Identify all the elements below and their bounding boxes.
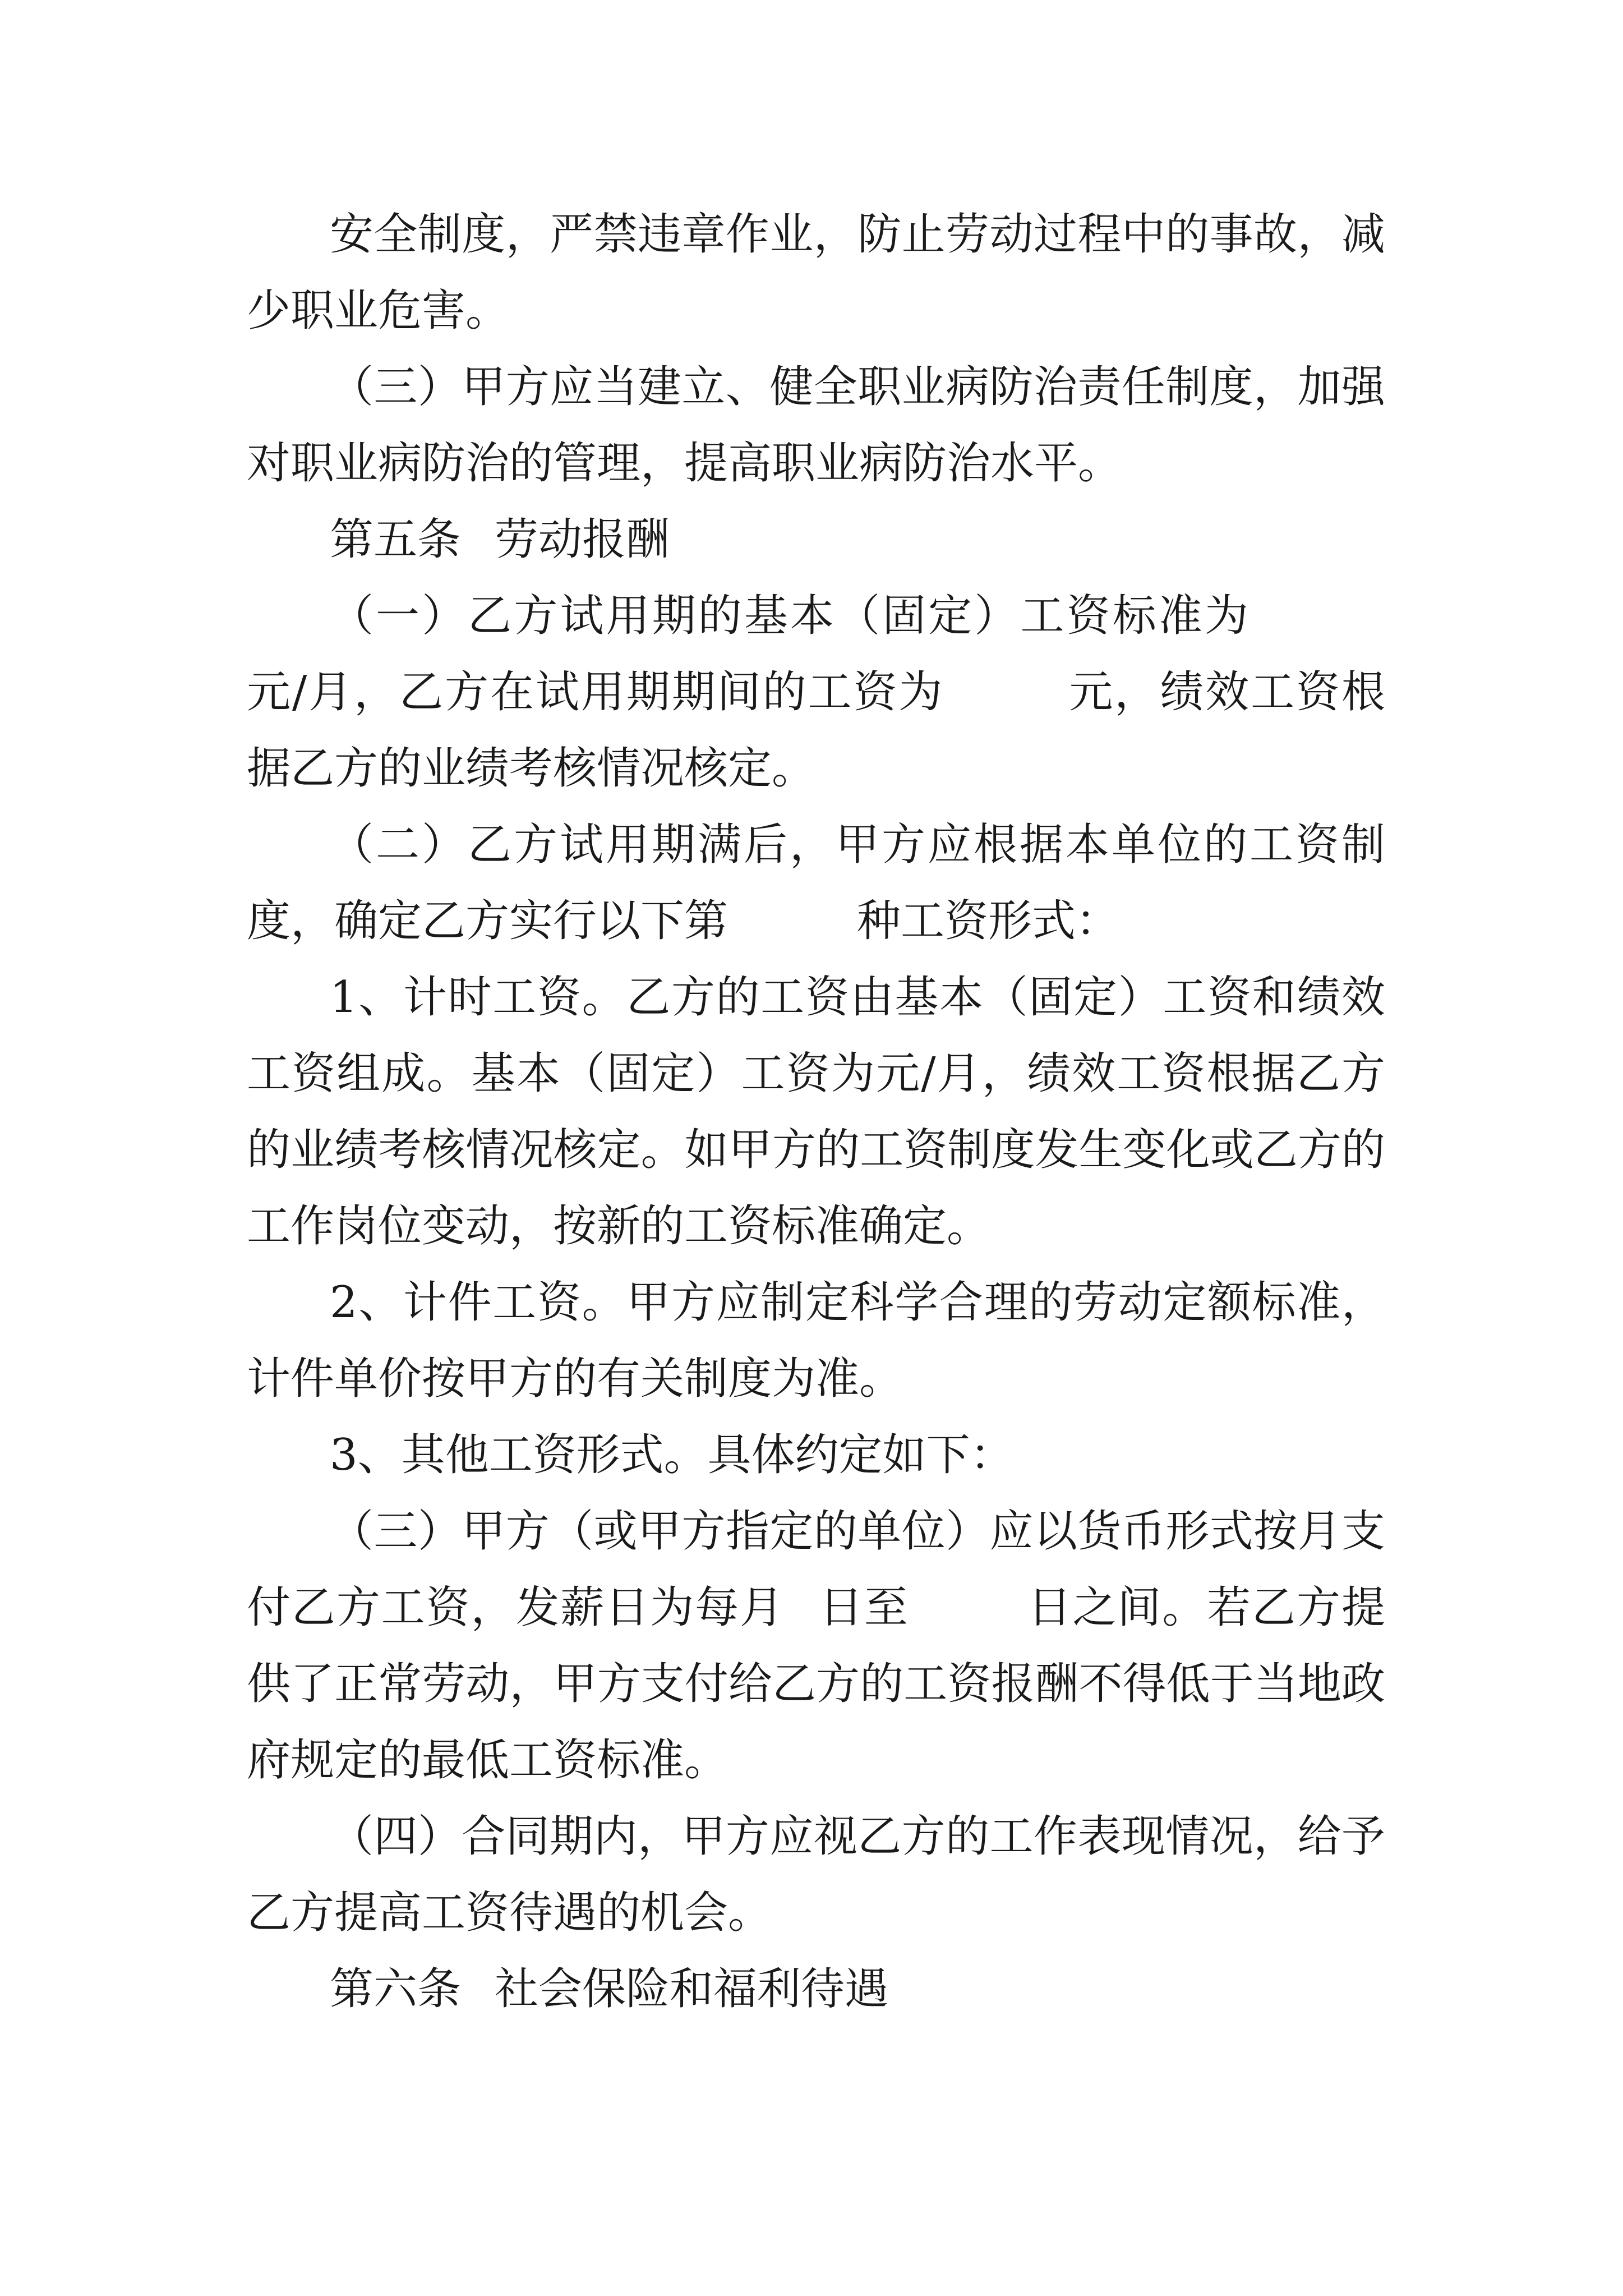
article-six-heading [247, 1951, 1385, 2027]
paragraph-text: 种工资形式： [857, 896, 1120, 946]
article-five-heading [247, 501, 1385, 578]
paragraph-text: （二）乙方试用期满后，甲方应根据本单位的工资制度，确定乙方实行以下第 [247, 820, 1385, 946]
paragraph-piece-wage [247, 1264, 1385, 1417]
article-title: 劳动报酬 [495, 514, 670, 565]
paragraph-text: （三）甲方（或甲方指定的单位）应以货币形式按月支付乙方工资，发薪日为每月 [247, 1506, 1385, 1633]
article-title: 社会保险和福利待遇 [495, 1964, 889, 2014]
paragraph-text: 3、其他工资形式。具体约定如下： [330, 1430, 1014, 1480]
document-body [247, 196, 1385, 2027]
paragraph-text: （三）甲方应当建立、健全职业病防治责任制度，加强对职业病防治的管理，提高职业病防治水平。 [247, 362, 1385, 489]
paragraph-text: 1、计时工资。乙方的工资由基本（固定）工资和绩效工资组成。基本（固定）工资为元/月，绩效工资根据乙方的业绩考核情况核定。如甲方的工资制度发生变化或乙方的工作岗位变动，按新的工资标准确定。 [247, 972, 1385, 1251]
blank-amount [1251, 630, 1385, 631]
paragraph-occupational-disease [247, 349, 1385, 501]
paragraph-text: 安全制度，严禁违章作业，防止劳动过程中的事故，减少职业危害。 [247, 209, 1385, 336]
paragraph-payday [247, 1493, 1385, 1798]
paragraph-wage-raise [247, 1798, 1385, 1951]
paragraph-other-wage [247, 1417, 1385, 1493]
article-number: 第六条 [330, 1964, 462, 2014]
paragraph-text: 元，绩效工资根据乙方的业绩考核情况核定。 [247, 667, 1385, 794]
paragraph-text: （四）合同期内，甲方应视乙方的工作表现情况，给予乙方提高工资待遇的机会。 [247, 1811, 1385, 1938]
paragraph-text: （一）乙方试用期的基本（固定）工资标准为 [330, 591, 1251, 641]
paragraph-safety-continuation [247, 196, 1385, 349]
paragraph-text: 日之间。若乙方提供了正常劳动，甲方支付给乙方的工资报酬不得低于当地政府规定的最低工资标准。 [247, 1582, 1385, 1786]
paragraph-text: 日至 [818, 1582, 909, 1633]
blank-amount [944, 706, 1067, 707]
paragraph-text: 元/月，乙方在试用期期间的工资为 [247, 667, 944, 717]
paragraph-wage-form [247, 807, 1385, 959]
paragraph-text: 2、计件工资。甲方应制定科学合理的劳动定额标准，计件单价按甲方的有关制度为准。 [247, 1277, 1385, 1404]
article-number: 第五条 [330, 514, 462, 565]
paragraph-time-wage [247, 959, 1385, 1264]
blank-choice [728, 935, 857, 936]
paragraph-probation-wage [247, 578, 1385, 807]
